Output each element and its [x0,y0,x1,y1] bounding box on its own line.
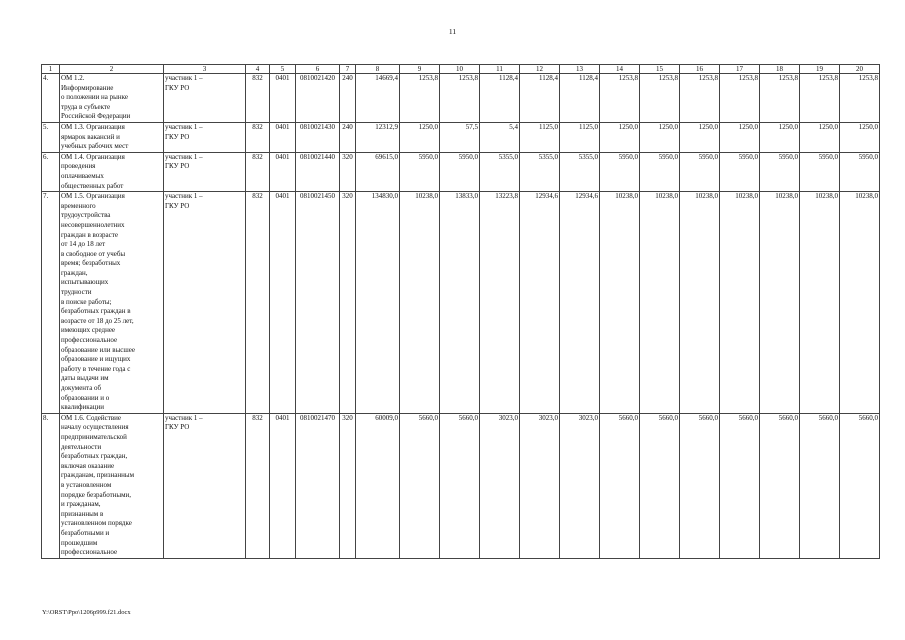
budget-code-cell: 240 [340,122,356,152]
column-header: 17 [720,65,760,74]
amount-cell: 10238,0 [840,192,880,414]
executor-cell: участник 1 – ГКУ РО [164,413,246,558]
amount-cell: 5660,0 [400,413,440,558]
amount-cell: 1253,8 [760,74,800,123]
amount-cell: 5,4 [480,122,520,152]
column-header: 18 [760,65,800,74]
amount-cell: 57,5 [440,122,480,152]
amount-cell: 134830,0 [356,192,400,414]
row-number-cell: 6. [42,152,60,191]
amount-cell: 1250,0 [680,122,720,152]
row-number-cell: 8. [42,413,60,558]
column-header: 1 [42,65,60,74]
amount-cell: 1253,8 [800,74,840,123]
column-header: 4 [246,65,270,74]
budget-code-cell: 320 [340,413,356,558]
table-row [42,74,880,123]
amount-cell: 5950,0 [800,152,840,191]
budget-code-cell: 832 [246,152,270,191]
measure-description-cell: ОМ 1.4. Организация проведения оплачиваемых общественных работ [60,152,164,191]
amount-cell: 5355,0 [520,152,560,191]
amount-cell: 10238,0 [760,192,800,414]
column-header: 3 [164,65,246,74]
table-row [42,122,880,152]
measure-description-cell: ОМ 1.6. Содействие началу осуществления предпринимательской деятельности безработных граждан, включая оказание гражданам, признанным в установленном порядке безработными, и гражданам, признанным в установленном порядке безработными и прошедшим профессиональное [60,413,164,558]
executor-cell: участник 1 – ГКУ РО [164,152,246,191]
budget-code-cell: 320 [340,152,356,191]
column-header: 7 [340,65,356,74]
column-number-row [42,65,880,74]
amount-cell: 5355,0 [480,152,520,191]
table-row [42,152,880,191]
amount-cell: 5950,0 [400,152,440,191]
row-number-cell: 4. [42,74,60,123]
amount-cell: 10238,0 [680,192,720,414]
budget-code-cell: 240 [340,74,356,123]
amount-cell: 12934,6 [520,192,560,414]
amount-cell: 1253,8 [680,74,720,123]
budget-code-cell: 0401 [270,192,296,414]
budget-code-cell: 0401 [270,413,296,558]
amount-cell: 10238,0 [640,192,680,414]
amount-cell: 5660,0 [800,413,840,558]
column-header: 11 [480,65,520,74]
page-number: 11 [448,27,457,36]
row-number-cell: 7. [42,192,60,414]
column-header: 13 [560,65,600,74]
amount-cell: 5660,0 [600,413,640,558]
amount-cell: 5660,0 [640,413,680,558]
amount-cell: 13223,8 [480,192,520,414]
amount-cell: 13833,0 [440,192,480,414]
executor-cell: участник 1 – ГКУ РО [164,74,246,123]
program-table [41,64,880,559]
table-row [42,413,880,558]
budget-code-cell: 832 [246,192,270,414]
amount-cell: 5660,0 [720,413,760,558]
amount-cell: 10238,0 [720,192,760,414]
amount-cell: 5660,0 [440,413,480,558]
amount-cell: 10238,0 [600,192,640,414]
budget-code-cell: 832 [246,122,270,152]
amount-cell: 12312,9 [356,122,400,152]
column-header: 14 [600,65,640,74]
table-row [42,192,880,414]
amount-cell: 60009,0 [356,413,400,558]
amount-cell: 10238,0 [800,192,840,414]
amount-cell: 1253,8 [840,74,880,123]
column-header: 6 [296,65,340,74]
amount-cell: 1250,0 [720,122,760,152]
amount-cell: 1250,0 [760,122,800,152]
budget-code-cell: 0810021450 [296,192,340,414]
amount-cell: 5355,0 [560,152,600,191]
column-header: 15 [640,65,680,74]
column-header: 19 [800,65,840,74]
budget-code-cell: 0401 [270,152,296,191]
amount-cell: 1253,8 [640,74,680,123]
executor-cell: участник 1 – ГКУ РО [164,192,246,414]
executor-cell: участник 1 – ГКУ РО [164,122,246,152]
budget-code-cell: 832 [246,74,270,123]
measure-description-cell: ОМ 1.3. Организация ярмарок вакансий и учебных рабочих мест [60,122,164,152]
amount-cell: 5660,0 [840,413,880,558]
budget-code-cell: 320 [340,192,356,414]
budget-code-cell: 0810021470 [296,413,340,558]
amount-cell: 1250,0 [600,122,640,152]
amount-cell: 5950,0 [600,152,640,191]
budget-code-cell: 0810021440 [296,152,340,191]
column-header: 16 [680,65,720,74]
amount-cell: 3023,0 [480,413,520,558]
amount-cell: 1253,8 [720,74,760,123]
amount-cell: 12934,6 [560,192,600,414]
file-path-footer: Y:\ORST\Ppo\1206p999.f21.docx [42,609,131,616]
budget-code-cell: 0401 [270,122,296,152]
amount-cell: 3023,0 [520,413,560,558]
amount-cell: 1125,0 [520,122,560,152]
column-header: 5 [270,65,296,74]
row-number-cell: 5. [42,122,60,152]
amount-cell: 1128,4 [560,74,600,123]
column-header: 12 [520,65,560,74]
amount-cell: 5660,0 [760,413,800,558]
budget-code-cell: 0401 [270,74,296,123]
measure-description-cell: ОМ 1.2. Информирование о положении на рынке труда в субъекте Российской Федерации [60,74,164,123]
amount-cell: 69615,0 [356,152,400,191]
amount-cell: 1253,8 [400,74,440,123]
amount-cell: 5660,0 [680,413,720,558]
measure-description-cell: ОМ 1.5. Организация временного трудоустройства несовершеннолетних граждан в возрасте от 14 до 18 лет в свободное от учебы время; безработных граждан, испытывающих трудности в поиске работы; безработных граждан в возрасте от 18 до 25 лет, имеющих среднее профессиональное образование или высшее образование и ищущих работу в течение года с даты выдачи им документа об образовании и о квалификации [60,192,164,414]
budget-code-cell: 832 [246,413,270,558]
amount-cell: 1253,8 [600,74,640,123]
amount-cell: 1253,8 [440,74,480,123]
column-header: 2 [60,65,164,74]
amount-cell: 14669,4 [356,74,400,123]
budget-code-cell: 0810021430 [296,122,340,152]
budget-code-cell: 0810021420 [296,74,340,123]
amount-cell: 5950,0 [440,152,480,191]
amount-cell: 5950,0 [720,152,760,191]
amount-cell: 1250,0 [400,122,440,152]
amount-cell: 10238,0 [400,192,440,414]
column-header: 9 [400,65,440,74]
amount-cell: 3023,0 [560,413,600,558]
amount-cell: 1250,0 [840,122,880,152]
column-header: 8 [356,65,400,74]
amount-cell: 5950,0 [760,152,800,191]
amount-cell: 1250,0 [800,122,840,152]
amount-cell: 1128,4 [520,74,560,123]
amount-cell: 5950,0 [640,152,680,191]
column-header: 10 [440,65,480,74]
amount-cell: 1128,4 [480,74,520,123]
amount-cell: 5950,0 [840,152,880,191]
amount-cell: 1250,0 [640,122,680,152]
amount-cell: 1125,0 [560,122,600,152]
column-header: 20 [840,65,880,74]
amount-cell: 5950,0 [680,152,720,191]
